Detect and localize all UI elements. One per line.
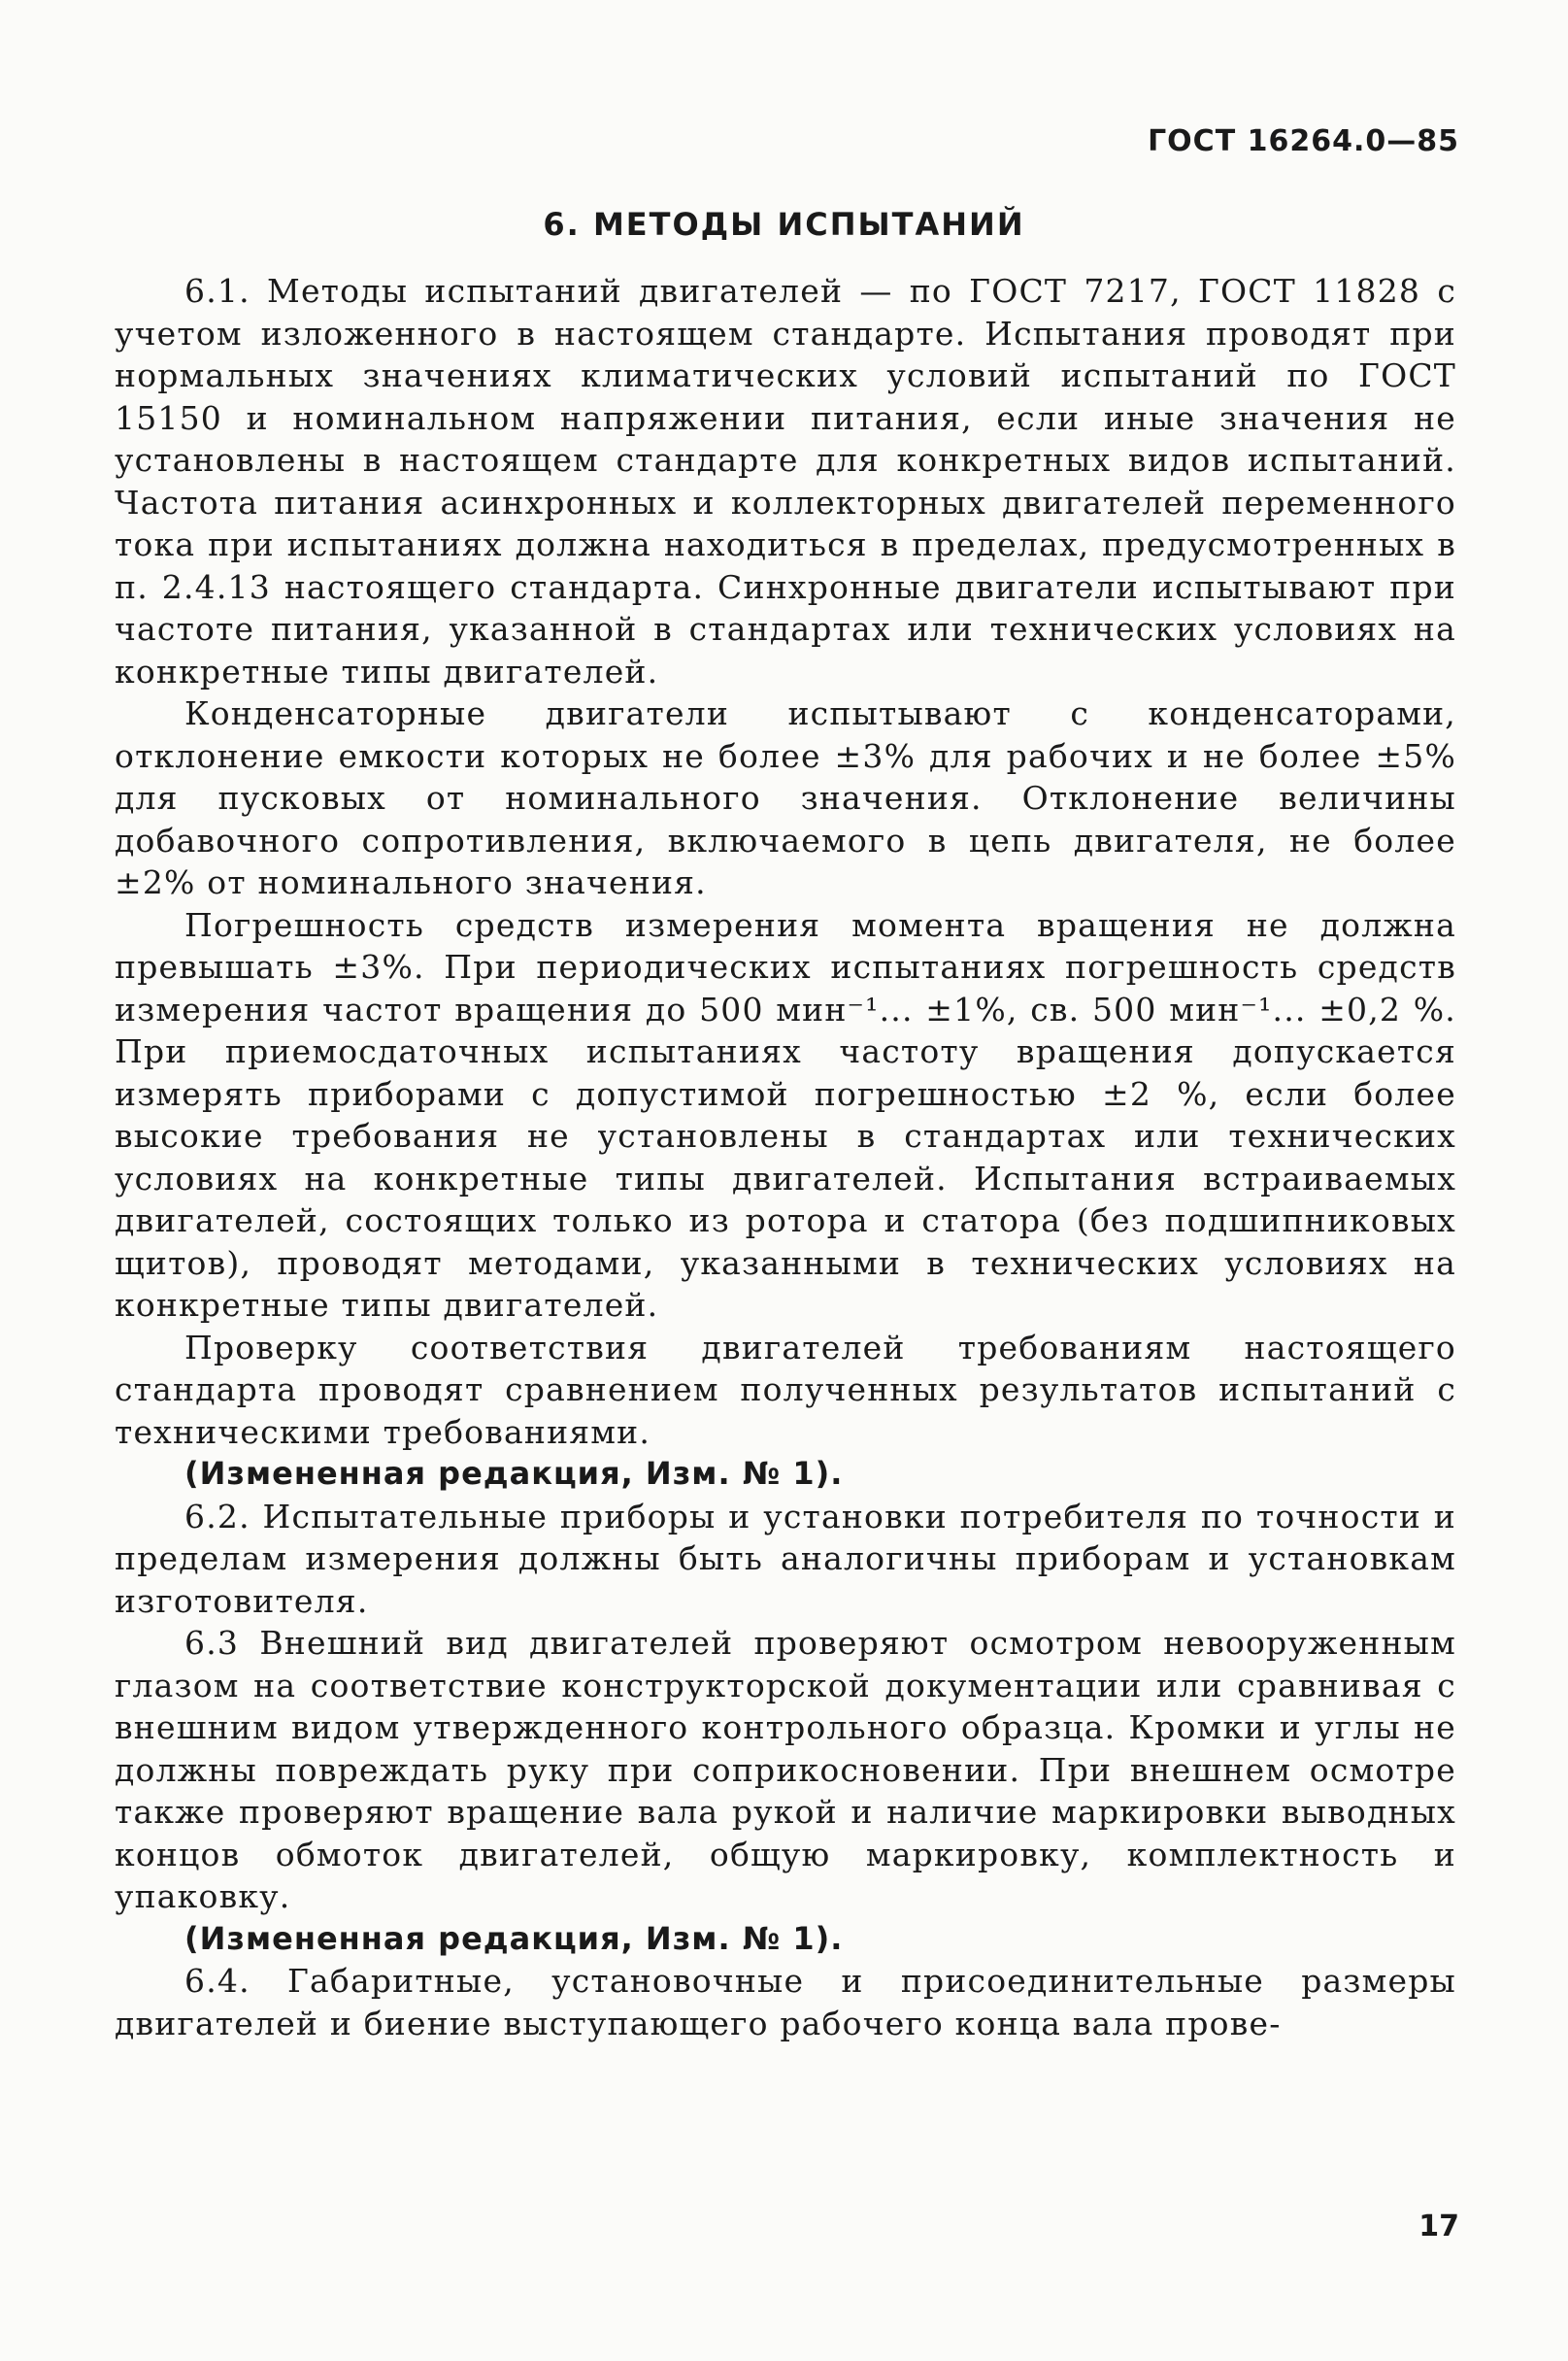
page-number: 17: [1418, 2209, 1459, 2243]
paragraph-capacitor-motors: Конденсаторные двигатели испытывают с конденсаторами, отклонение емкости которых не более ±3% для рабочих и не более ±5% для пусковых от номинального значения. Отклонение величины добавочного сопротивления, включаемого в цепь двигателя, не более ±2% от номинального значения.: [115, 694, 1456, 901]
paragraph-compliance-check: Проверку соответствия двигателей требованиям настоящего стандарта проводят сравнением полученных результатов испытаний с техническими требованиями.: [115, 1328, 1456, 1451]
section-title: 6. МЕТОДЫ ИСПЫТАНИЙ: [543, 206, 1025, 243]
amendment-note: (Измененная редакция, Изм. № 1).: [184, 1919, 844, 1957]
body-text: [115, 270, 1456, 2044]
paragraph-6-1: 6.1. Методы испытаний двигателей — по ГОСТ 7217, ГОСТ 11828 с учетом изложенного в настоящем стандарте. Испытания проводят при нормальных значениях климатических условий испытаний по ГОСТ 15150 и номинальном напряжении питания, если иные значения не установлены в настоящем стандарте для конкретных видов испытаний. Частота питания асинхронных и коллекторных двигателей переменного тока при испытаниях должна находиться в пределах, предусмотренных в п. 2.4.13 настоящего стандарта. Синхронные двигатели испытывают при частоте питания, указанной в стандартах или технических условиях на конкретные типы двигателей.: [115, 272, 1456, 691]
paragraph-6-3: 6.3 Внешний вид двигателей проверяют осмотром невооруженным глазом на соответствие конструкторской документации или сравнивая с внешним видом утвержденного контрольного образца. Кромки и углы не должны повреждать руку при соприкосновении. При внешнем осмотре также проверяют вращение вала рукой и наличие маркировки выводных концов обмоток двигателей, общую маркировку, комплектность и упаковку.: [115, 1624, 1456, 1915]
document-code: ГОСТ 16264.0—85: [1148, 124, 1459, 158]
amendment-note: (Измененная редакция, Изм. № 1).: [184, 1455, 844, 1492]
paragraph-6-4: 6.4. Габаритные, установочные и присоединительные размеры двигателей и биение выступающего рабочего конца вала прове-: [115, 1962, 1456, 2042]
paragraph-6-2: 6.2. Испытательные приборы и установки потребителя по точности и пределам измерения должны быть аналогичны приборам и установкам изготовителя.: [115, 1497, 1456, 1620]
paragraph-measurement-error: Погрешность средств измерения момента вращения не должна превышать ±3%. При периодических испытаниях погрешность средств измерения частот вращения до 500 мин⁻¹... ±1%, св. 500 мин⁻¹... ±0,2 %. При приемосдаточных испытаниях частоту вращения допускается измерять приборами с допустимой погрешностью ±2 %, если более высокие требования не установлены в стандартах или технических условиях на конкретные типы двигателей. Испытания встраиваемых двигателей, состоящих только из ротора и статора (без подшипниковых щитов), проводят методами, указанными в технических условиях на конкретные типы двигателей.: [115, 905, 1456, 1324]
